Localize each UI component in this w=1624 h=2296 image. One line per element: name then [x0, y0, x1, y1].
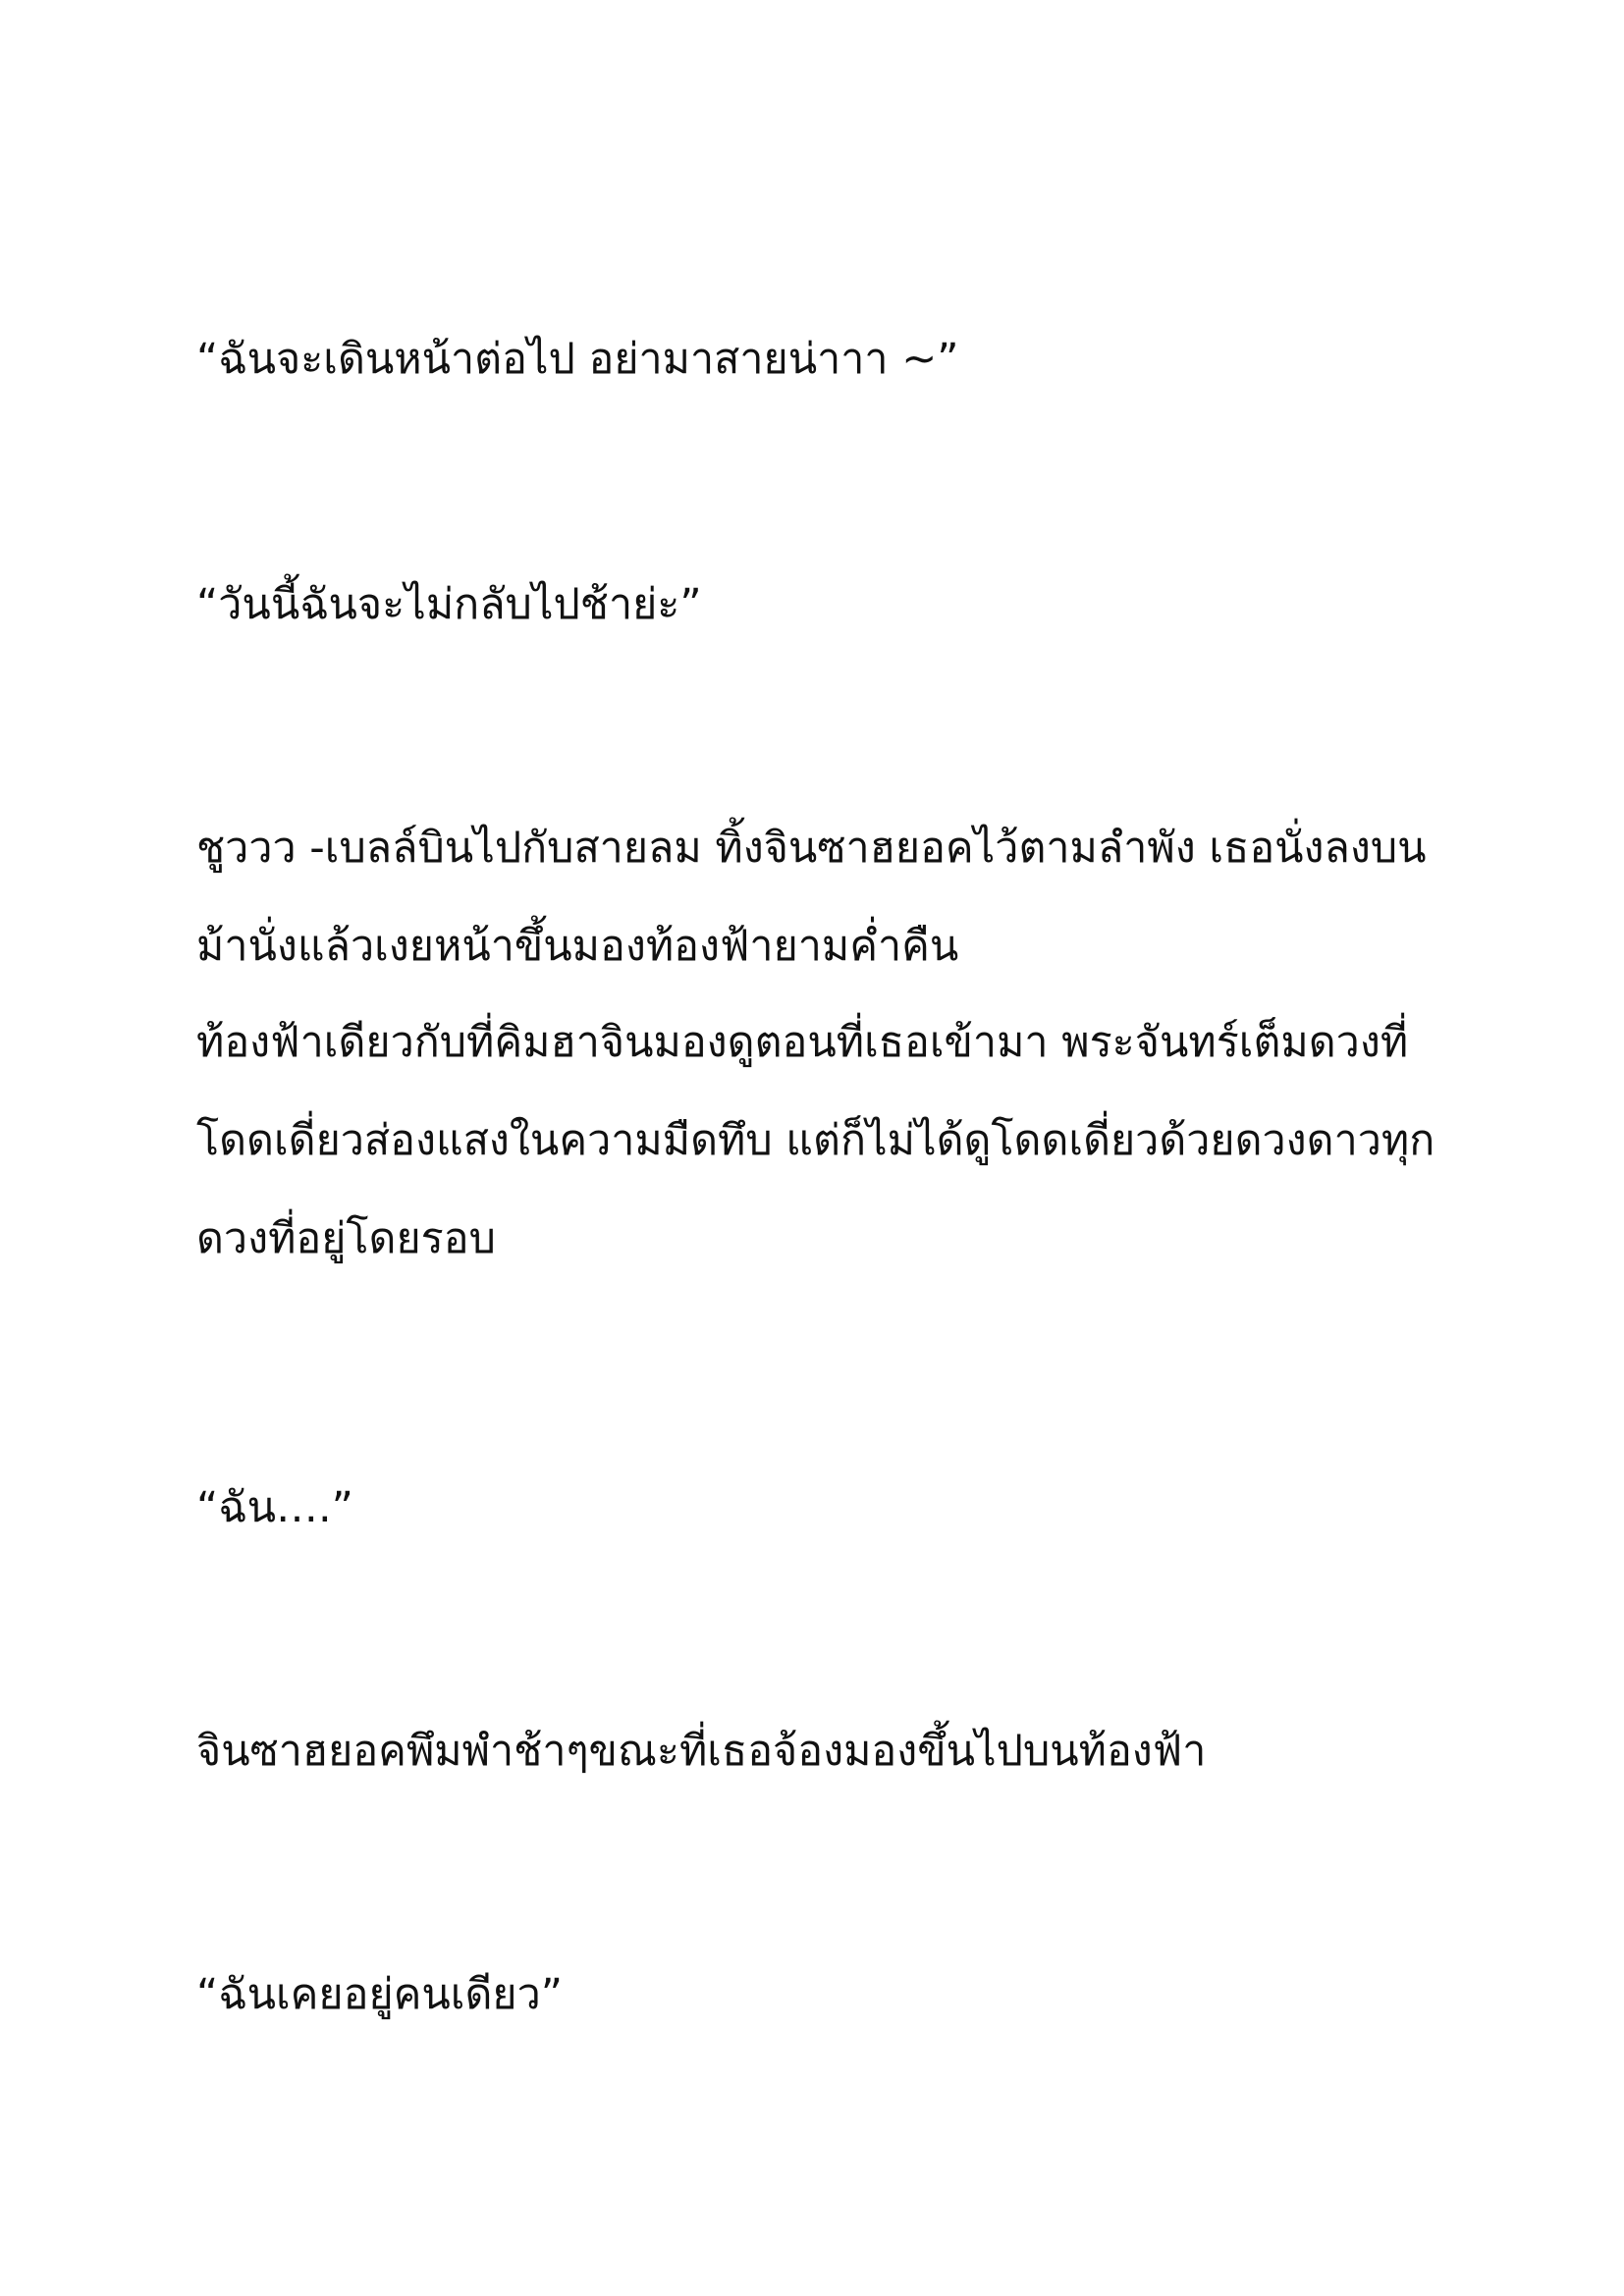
- paragraph-narration-3: จินซาฮยอคพึมพำช้าๆขณะที่เธอจ้องมองขึ้นไปบนท้องฟ้า: [196, 1727, 1207, 1776]
- paragraph-narration-2: ท้องฟ้าเดียวกับที่คิมฮาจินมองดูตอนที่เธอเข้ามา พระจันทร์เต็มดวงที่ โดดเดี่ยวส่องแสงในความมืดทึบ แต่ก็ไม่ได้ดูโดดเดี่ยวด้วยดวงดาวทุก ดวงที่อยู่โดยรอบ: [196, 1018, 1435, 1263]
- paragraph-dialogue-2: “วันนี้ฉันจะไม่กลับไปช้าย่ะ”: [196, 580, 702, 629]
- paragraph-narration-1: ชูววว -เบลล์บินไปกับสายลม ทิ้งจินซาฮยอคไว้ตามลำพัง เธอนั่งลงบน ม้านั่งแล้วเงยหน้าขึ้นมองท้องฟ้ายามค่ำคืน: [196, 824, 1427, 971]
- paragraph-dialogue-3: “ฉัน….”: [196, 1483, 353, 1532]
- paragraph-dialogue-4: “ฉันเคยอยู่คนเดียว”: [196, 1970, 564, 2019]
- paragraph-dialogue-1: “ฉันจะเดินหน้าต่อไป อย่ามาสายน่าาา ~”: [196, 335, 959, 384]
